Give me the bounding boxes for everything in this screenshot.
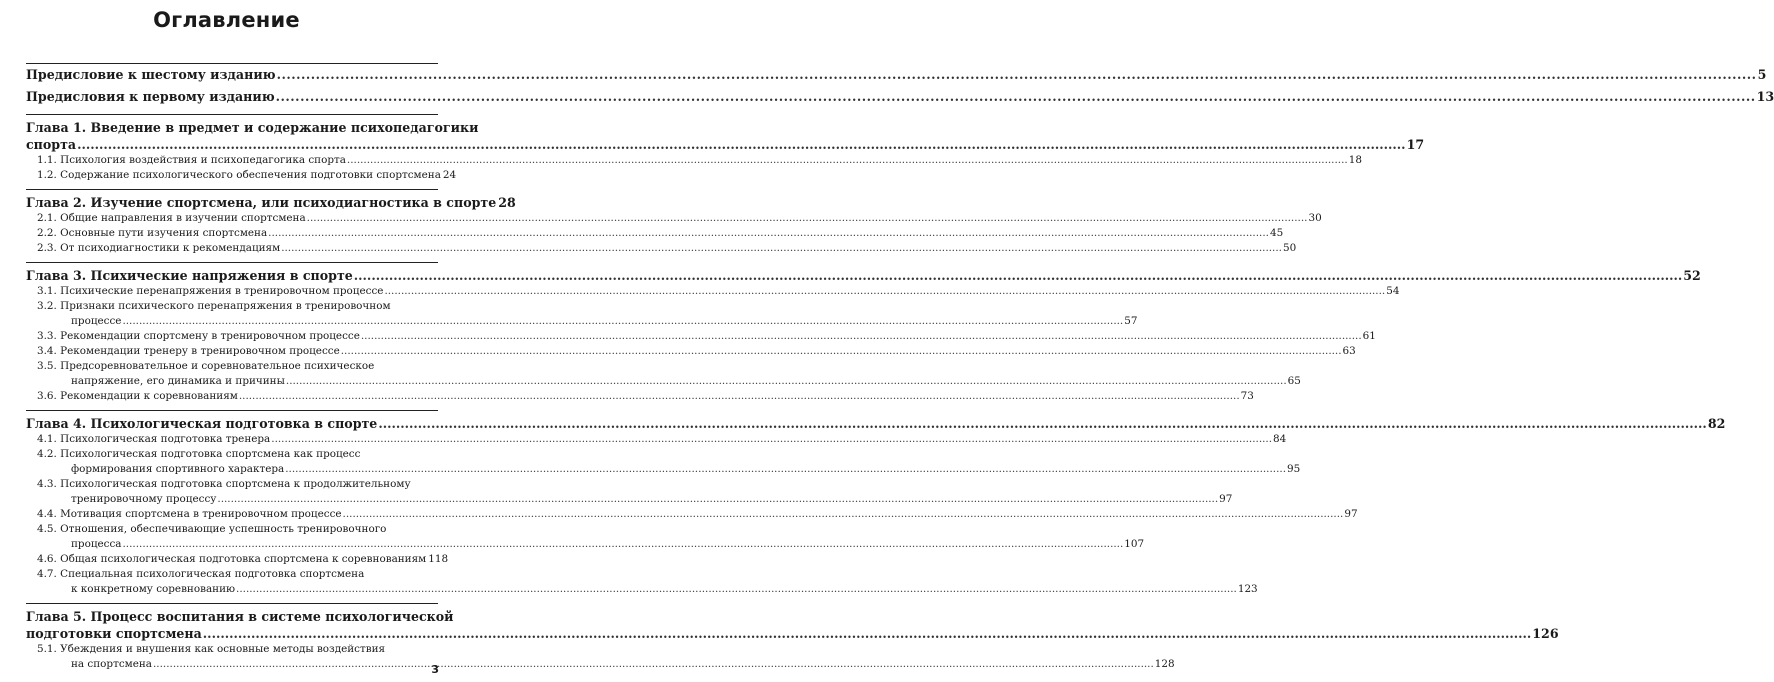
section-title: 3.6. Рекомендации к соревнованиям [37,390,238,402]
page-title: Оглавление [153,8,300,32]
section-title: 2.3. От психодиагностики к рекомендациям [37,242,281,254]
section-page: 57 [1124,315,1138,327]
toc-section-entry[interactable] [26,642,1175,672]
section-entry [37,314,1138,329]
toc-section-entry[interactable] [26,389,1254,404]
section-entry [37,432,1287,447]
toc-section-entry[interactable] [26,329,1376,344]
chapter-title: Глава 3. Психические напряжения в спорте [26,268,353,283]
section-page: 50 [1282,242,1297,254]
section-entry [37,537,1145,552]
section-page: 128 [1154,658,1175,670]
dot-leader [271,432,1272,447]
section-title-line: 4.7. Специальная психологическая подготовка спортсмена [37,568,365,580]
section-entry [37,329,1376,344]
dot-leader [347,153,1348,168]
section-entry [37,168,457,183]
dot-leader [341,344,1342,359]
entry-title: Предисловия к первому изданию [26,89,275,104]
toc-section-entry[interactable] [26,284,1400,299]
section-page: 107 [1124,538,1145,550]
section-title: 1.1. Психология воздействия и психопедагогика спорта [37,154,346,166]
chapter-entry [26,415,1726,432]
chapter-entry [26,267,1701,284]
section-page: 84 [1273,433,1287,445]
dot-leader [217,492,1218,507]
section-title-line: 4.3. Психологическая подготовка спортсмена к продолжительному [37,478,411,490]
section-page: 45 [1269,227,1284,239]
section-entry [37,374,1301,389]
dot-leader [281,241,1282,256]
dot-leader [77,136,1406,153]
toc-entry-preface-1[interactable] [26,86,1774,108]
dot-leader [343,507,1344,522]
toc-section-entry[interactable] [26,153,1362,168]
toc-section-entry[interactable] [26,226,1284,241]
dot-leader [354,267,1683,284]
section-page: 123 [1237,583,1258,595]
toc-chapter-3[interactable] [26,263,1701,284]
toc-section-entry[interactable] [26,344,1356,359]
toc-chapter-2[interactable] [26,190,516,211]
toc-chapter-4[interactable] [26,411,1726,432]
section-entry [37,657,1175,672]
section-entry [37,211,1322,226]
section-entry [37,284,1400,299]
section-entry [37,462,1301,477]
dot-leader [361,329,1362,344]
dot-leader [236,582,1237,597]
section-title: 1.2. Содержание психологического обеспечения подготовки спортсмена [37,169,441,181]
chapter-page: 126 [1532,626,1559,641]
entry-page: 13 [1756,89,1774,104]
dot-leader [153,657,1154,672]
chapter-title: спорта [26,137,77,152]
dot-leader [307,211,1308,226]
section-title: напряжение, его динамика и причины [71,375,285,387]
section-entry [37,153,1362,168]
toc-section-entry[interactable] [26,447,1301,477]
toc-section-entry[interactable] [26,211,1322,226]
chapter-title: подготовки спортсмена [26,626,202,641]
toc-section-entry[interactable] [26,522,1145,552]
section-title: 4.1. Психологическая подготовка тренера [37,433,271,445]
chapter-entry [26,625,1559,642]
section-entry [37,552,449,567]
section-title: 3.4. Рекомендации тренеру в тренировочном процессе [37,345,340,357]
entry-page: 5 [1757,67,1767,82]
toc-section-entry[interactable] [26,567,1258,597]
section-entry [37,389,1254,404]
toc-section-entry[interactable] [26,432,1287,447]
dot-leader [122,314,1123,329]
dot-leader [286,374,1287,389]
section-page: 63 [1342,345,1356,357]
section-title-line: 4.5. Отношения, обеспечивающие успешность тренировочного [37,523,387,535]
chapter-page: 28 [498,195,516,210]
section-title: на спортсмена [71,658,152,670]
chapter-page: 52 [1683,268,1701,283]
toc-chapter-1[interactable] [26,115,1425,153]
section-page: 54 [1386,285,1400,297]
dot-leader [123,537,1124,552]
section-page: 61 [1362,330,1376,342]
section-title: 3.3. Рекомендации спортсмену в тренировочном процессе [37,330,360,342]
section-title: 2.2. Основные пути изучения спортсмена [37,227,268,239]
dot-leader [268,226,1269,241]
section-title: 2.1. Общие направления в изучении спортсмена [37,212,306,224]
chapter-title-line: Глава 1. Введение в предмет и содержание психопедагогики [26,120,479,135]
section-entry [37,344,1356,359]
section-page: 97 [1344,508,1358,520]
chapter-page: 17 [1406,137,1425,152]
section-entry [37,507,1358,522]
section-title: 4.6. Общая психологическая подготовка спортсмена к соревнованиям [37,553,427,565]
chapter-entry [26,136,1425,153]
section-page: 24 [442,169,457,181]
toc-chapter-5[interactable] [26,604,1559,642]
section-title-line: 5.1. Убеждения и внушения как основные методы воздействия [37,643,386,655]
section-page: 97 [1219,493,1233,505]
dot-leader [384,284,1385,299]
toc-section-entry[interactable] [26,507,1358,522]
section-title-line: 3.5. Предсоревновательное и соревновательное психическое [37,360,375,372]
section-title: 4.4. Мотивация спортсмена в тренировочном процессе [37,508,342,520]
chapter-list [26,114,1726,672]
dot-leader [285,462,1286,477]
table-of-contents [26,63,1774,672]
section-title: процесса [71,538,122,550]
section-page: 18 [1348,154,1362,166]
chapter-entry [26,194,516,211]
section-title: к конкретному соревнованию [71,583,236,595]
dot-leader [378,415,1707,432]
toc-section-entry[interactable] [26,241,1297,256]
section-entry [37,226,1284,241]
toc-section-entry[interactable] [26,299,1138,329]
section-page: 95 [1287,463,1301,475]
chapter-title: Глава 2. Изучение спортсмена, или психодиагностика в спорте [26,195,497,210]
chapter-title-line: Глава 5. Процесс воспитания в системе психологической [26,609,454,624]
section-page: 118 [428,553,449,565]
section-page: 30 [1308,212,1322,224]
section-title-line: 3.2. Признаки психического перенапряжения в тренировочном [37,300,391,312]
toc-section-entry[interactable] [26,168,457,183]
toc-section-entry[interactable] [26,359,1301,389]
section-entry [37,582,1258,597]
chapter-page: 82 [1707,416,1726,431]
section-page: 65 [1287,375,1301,387]
toc-section-entry[interactable] [26,477,1233,507]
page-number: 3 [431,663,439,676]
chapter-title: Глава 4. Психологическая подготовка в спорте [26,416,378,431]
section-title-line: 4.2. Психологическая подготовка спортсмена как процесс [37,448,361,460]
section-title: процессе [71,315,122,327]
entry-title: Предисловие к шестому изданию [26,67,276,82]
section-entry [37,492,1233,507]
section-title: формирования спортивного характера [71,463,285,475]
dot-leader [239,389,1240,404]
toc-entry-preface-6[interactable] [26,64,1767,86]
section-title: 3.1. Психические перенапряжения в тренировочном процессе [37,285,384,297]
section-entry [37,241,1297,256]
dot-leader [203,625,1532,642]
toc-section-entry[interactable] [26,552,449,567]
section-page: 73 [1240,390,1254,402]
section-title: тренировочному процессу [71,493,217,505]
dot-leader [277,64,1757,86]
dot-leader [276,86,1756,108]
